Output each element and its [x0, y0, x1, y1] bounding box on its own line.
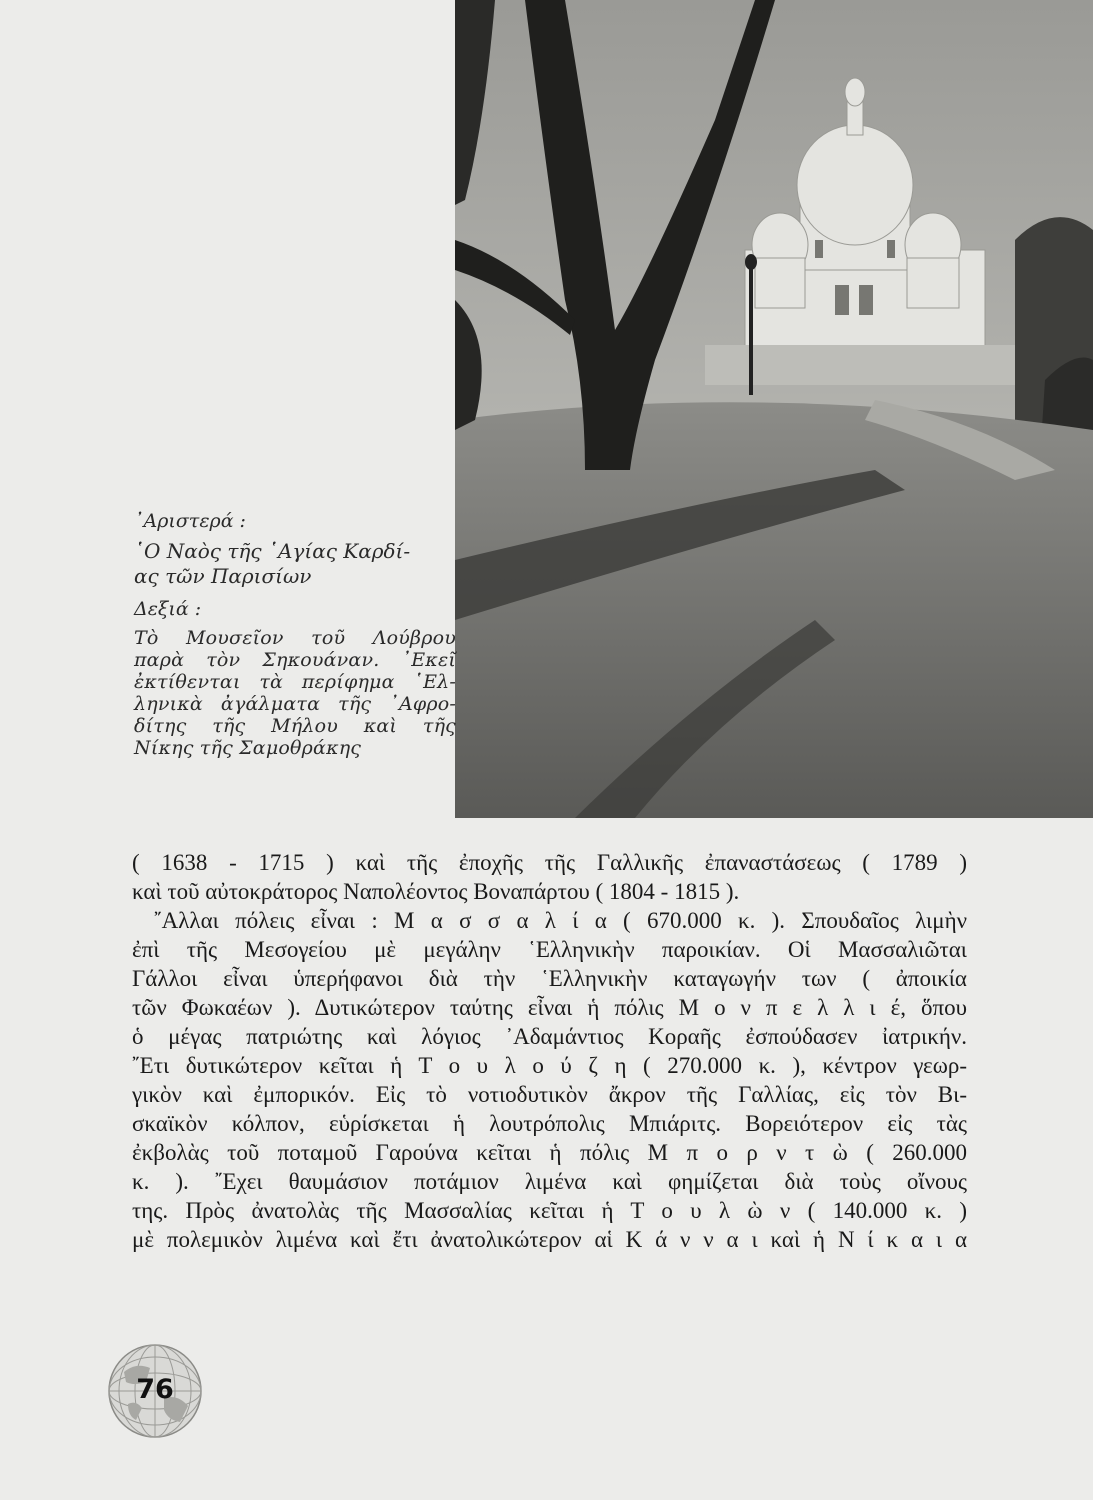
caption-right-label: Δεξιά :	[134, 598, 202, 620]
body-line: ἐκβολὰς τοῦ ποταμοῦ Γαρούνα κεῖται ἡ πόλις Μ π ο ρ ν τ ὼ ( 260.000	[132, 1140, 967, 1165]
caption-title-line: ας τῶν Παρισίων	[134, 564, 312, 588]
caption-left-title	[134, 539, 456, 589]
body-line: κ. ). ῎Εχει θαυμάσιον ποτάμιον λιμένα καὶ φημίζεται διὰ τοὺς οἴνους	[132, 1169, 967, 1194]
caption-desc-line: ληνικὰ ἀγάλματα τῆς ᾿Αφρο-	[134, 693, 456, 715]
body-line: ἐπὶ τῆς Μεσογείου μὲ μεγάλην ῾Ελληνικὴν παροικίαν. Οἱ Μασσαλιῶται	[132, 937, 967, 962]
caption-desc-line: παρὰ τὸν Σηκουάναν. ᾿Εκεῖ	[134, 649, 456, 671]
body-line: μὲ πολεμικὸν λιμένα καὶ ἔτι ἀνατολικώτερον αἱ Κ ά ν ν α ι καὶ ἡ Ν ί κ α ι α	[132, 1227, 967, 1252]
body-line: της. Πρὸς ἀνατολὰς τῆς Μασσαλίας κεῖται ἡ Τ ο υ λ ὼ ν ( 140.000 κ. )	[132, 1198, 967, 1223]
caption-desc-line: ἐκτίθενται τὰ περίφημα ῾Ελ-	[134, 671, 456, 693]
body-line: καὶ τοῦ αὐτοκράτορος Ναπολέοντος Βοναπάρτου ( 1804 - 1815 ).	[132, 879, 740, 904]
caption-desc-line: Τὸ Μουσεῖον τοῦ Λούβρου	[134, 627, 456, 649]
body-line: σκαϊκὸν κόλπον, εὑρίσκεται ἡ λουτρόπολις Μπιάριτς. Βορειότερον εἰς τὰς	[132, 1111, 967, 1136]
body-line: ῎Ετι δυτικώτερον κεῖται ἡ Τ ο υ λ ο ύ ζ η ( 270.000 κ. ), κέντρον γεωρ-	[132, 1053, 967, 1078]
body-line: ῎Αλλαι πόλεις εἶναι : Μ α σ σ α λ ί α ( 670.000 κ. ). Σπουδαῖος λιμὴν	[154, 908, 967, 933]
body-line: γικὸν καὶ ἐμπορικόν. Εἰς τὸ νοτιοδυτικὸν ἄκρον τῆς Γαλλίας, εἰς τὸν Βι-	[132, 1082, 967, 1107]
page-number-badge	[106, 1342, 204, 1440]
page-number: 76	[136, 1374, 174, 1405]
photo-caption	[134, 510, 456, 759]
body-line: Γάλλοι εἶναι ὑπερήφανοι διὰ τὴν ῾Ελληνικὴν καταγωγήν των ( ἀποικία	[132, 966, 967, 991]
body-line: ὁ μέγας πατριώτης καὶ λόγιος ᾿Αδαμάντιος Κοραῆς ἐσπούδασεν ἰατρικήν.	[132, 1024, 967, 1049]
body-line: ( 1638 - 1715 ) καὶ τῆς ἐποχῆς τῆς Γαλλικῆς ἐπαναστάσεως ( 1789 )	[132, 850, 967, 875]
caption-desc-line: δίτης τῆς Μήλου καὶ τῆς	[134, 715, 456, 737]
caption-right-description	[134, 627, 456, 759]
caption-desc-line: Νίκης τῆς Σαμοθράκης	[134, 737, 362, 759]
sacre-coeur-basilica-photo-icon	[455, 0, 1093, 818]
sacre-coeur-photo	[455, 0, 1093, 818]
body-paragraphs	[132, 848, 967, 1254]
caption-title-line: ῾Ο Ναὸς τῆς ῾Αγίας Καρδί-	[134, 539, 411, 563]
body-line: τῶν Φωκαέων ). Δυτικώτερον ταύτης εἶναι ἡ πόλις Μ ο ν π ε λ λ ι έ, ὅπου	[132, 995, 967, 1020]
caption-left-label: ᾿Αριστερά :	[134, 510, 246, 532]
